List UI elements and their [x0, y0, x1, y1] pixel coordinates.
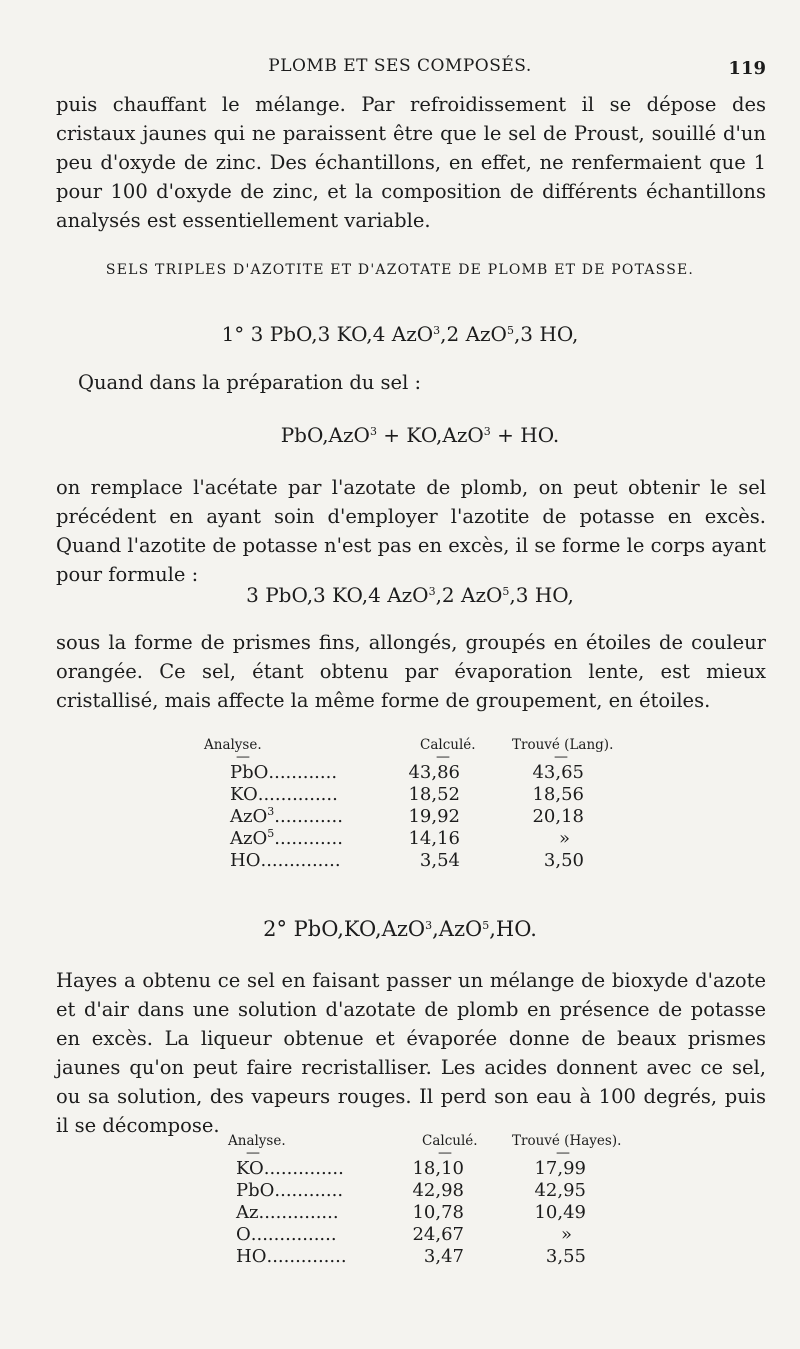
table-header-calcule: Calculé. [420, 737, 476, 753]
formula-4-label: 2° [263, 917, 294, 941]
table-header-analyse: Analyse. [204, 737, 262, 753]
table-header-trouve: Trouvé (Hayes). [512, 1133, 622, 1149]
page-number: 119 [728, 58, 766, 79]
table-header-analyse: Analyse. [228, 1133, 286, 1149]
book-page: PLOMB ET SES COMPOSÉS. 119 puis chauffant le mélange. Par refroidissement il se dépose des cristaux jaunes qui ne paraissent être que le sel de Proust, souillé d'un peu d'oxyde de zinc. Des échantillons, en effet, ne renfermaient que 1 pour 100 d'oxyde de zinc, et la composition de différents échantillons analysés est essentiellement variable. SELS TRIPLES D'AZOTITE ET D'AZOTATE DE PLOMB ET DE POTASSE. 1° 3 PbO,3 KO,4 AzO$^3$,2 AzO$^5$,3 HO, Quand dans la préparation du sel : PbO,AzO$^3$ + KO,AzO$^3$ + HO. on remplace l'acétate par l'azotate de plomb, on peut obtenir le sel précédent en ayant soin d'employer l'azotite de potasse en excès. Quand l'azotite de potasse n'est pas en excès, il se forme le corps ayant pour formule : 3 PbO,3 KO,4 AzO$^3$,2 AzO$^5$,3 HO, sous la forme de prismes fins, allongés, groupés en étoiles de couleur orangée. Ce sel, étant obtenu par évaporation lente, est mieux cristallisé, mais affecte la même forme de groupement, en étoiles. Analyse. Calculé. Trouvé (Lang). — — — PbO............ 43,86 43,65 KO.............. 18,52 18,56 AzO$^3$............ 19,92 20,18 AzO$^5$............ 14,16 » HO.............. 3,54 3,50 2° PbO,KO,AzO$^3$,AzO$^5$,HO. Hayes a obtenu ce sel en faisant passer un mélange de bioxyde d'azote et d'air dans une solution d'azotate de plomb en présence de potasse en excès. La liqueur obtenue et évaporée donne de beaux prismes jaunes qu'on peut faire recristalliser. Les acides donnent avec ce sel, ou sa solution, des vapeurs rouges. Il perd son eau à 100 degrés, puis il se décompose. Analyse. Calculé. Trouvé (Hayes). — — — KO.............. 18,10 17,99 PbO............ 42,98 42,95 Az.............. 10,78 10,49 O............... 24,67 » HO.............. 3,47 3,55 [0, 0, 800, 1349]
paragraph-hayes: Hayes a obtenu ce sel en faisant passer un mélange de bioxyde d'azote et d'air dans une solution d'azotate de plomb en présence de potasse en excès. La liqueur obtenue et évaporée donne de beaux prismes jaunes qu'on peut faire recristalliser. Les acides donnent avec ce sel, ou sa solution, des vapeurs rouges. Il perd son eau à 100 degrés, puis il se décompose. [56, 969, 766, 1137]
formula-2: PbO,AzO$^3$ + KO,AzO$^3$ + HO. [280, 423, 560, 447]
formula-3: 3 PbO,3 KO,4 AzO$^3$,2 AzO$^5$,3 HO, [246, 583, 574, 607]
paragraph-proust-salt: puis chauffant le mélange. Par refroidissement il se dépose des cristaux jaunes qui ne paraissent être que le sel de Proust, souillé d'un peu d'oxyde de zinc. Des échantillons, en effet, ne renfermaient que 1 pour 100 d'oxyde de zinc, et la composition de différents échantillons analysés est essentiellement variable. [56, 93, 766, 232]
table-header-calcule: Calculé. [422, 1133, 478, 1149]
paragraph-replacement: on remplace l'acétate par l'azotate de plomb, on peut obtenir le sel précédent en ayant soin d'employer l'azotite de potasse en excès. Quand l'azotite de potasse n'est pas en excès, il se forme le corps ayant pour formule : [56, 476, 766, 586]
running-title: PLOMB ET SES COMPOSÉS. [268, 56, 532, 76]
paragraph-preparation: Quand dans la préparation du sel : [78, 371, 422, 394]
formula-1: 1° 3 PbO,3 KO,4 AzO$^3$,2 AzO$^5$,3 HO, [221, 322, 579, 346]
formula-1-label: 1° [221, 322, 251, 346]
paragraph-prisms: sous la forme de prismes fins, allongés, groupés en étoiles de couleur orangée. Ce sel, étant obtenu par évaporation lente, est mieux cristallisé, mais affecte la même forme de groupement, en étoiles. [56, 631, 766, 712]
table-header-trouve: Trouvé (Lang). [512, 737, 614, 753]
formula-4: 2° PbO,KO,AzO$^3$,AzO$^5$,HO. [263, 917, 537, 941]
section-title: SELS TRIPLES D'AZOTITE ET D'AZOTATE DE PLOMB ET DE POTASSE. [105, 262, 695, 278]
